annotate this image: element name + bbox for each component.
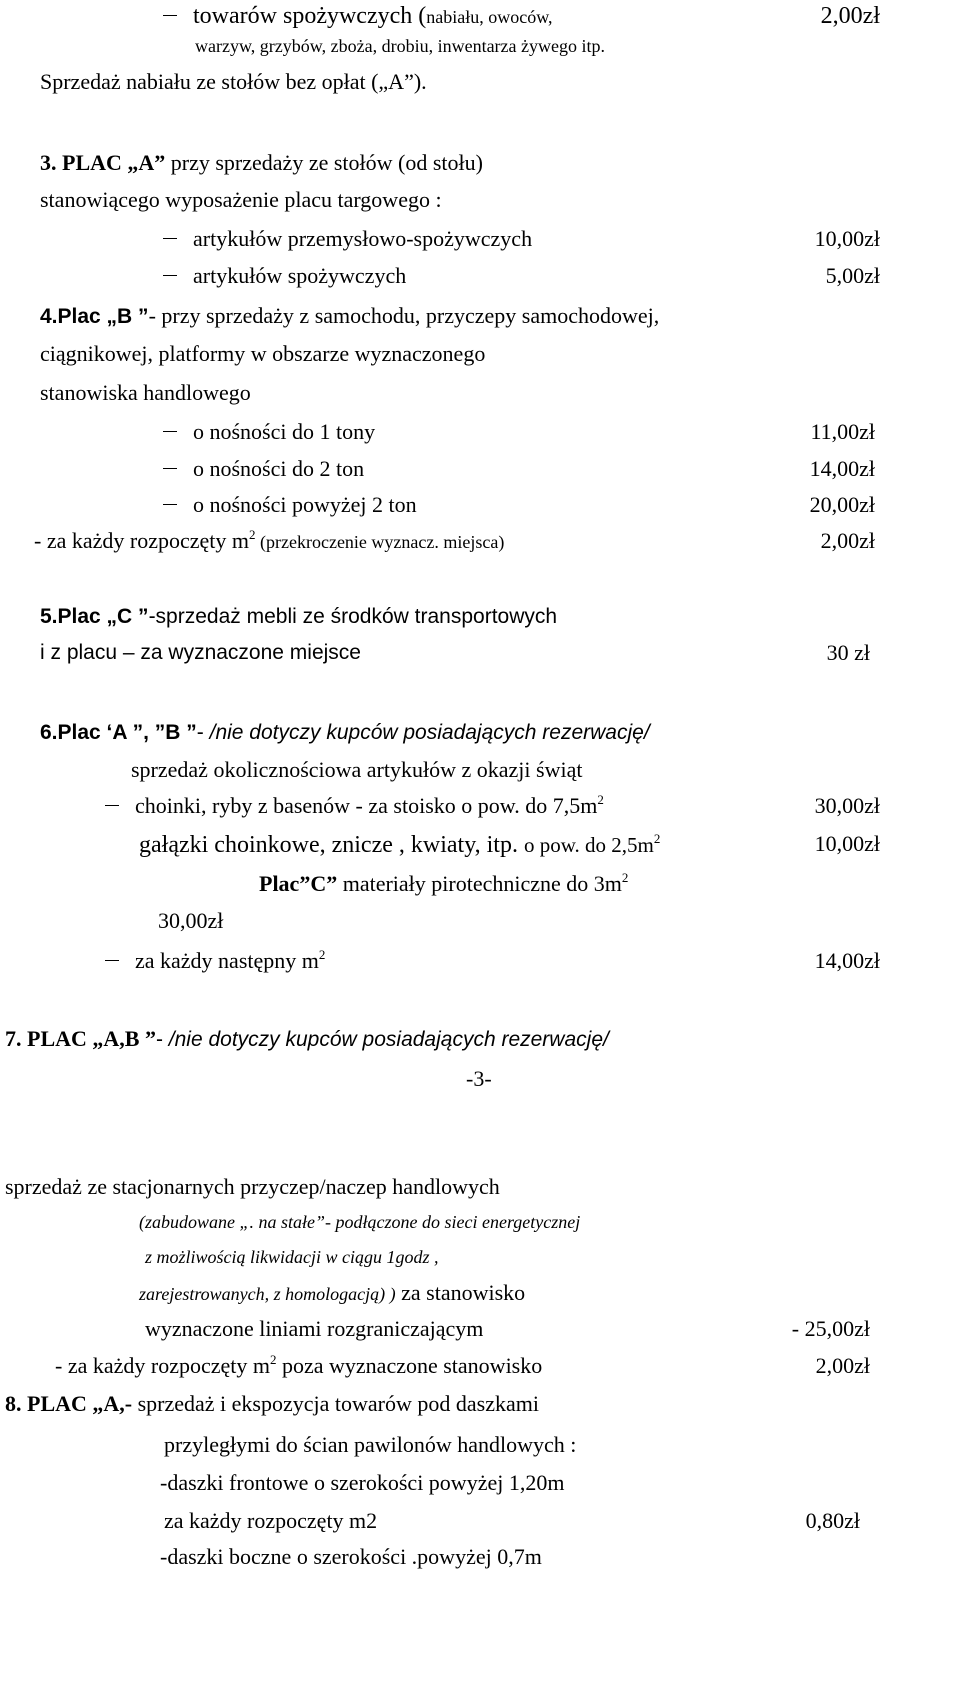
section6-line2: sprzedaż okolicznościowa artykułów z okazji świąt	[131, 757, 583, 782]
section3-item	[163, 265, 406, 287]
item-price: 2,00zł	[820, 528, 875, 553]
superscript: 2	[621, 870, 629, 885]
dairy-note: Sprzedaż nabiału ze stołów bez opłat („A”).	[40, 69, 427, 94]
plac-c-label: Plac”C”	[259, 871, 338, 896]
heading-note: /nie dotyczy kupców posiadających rezerwację/	[209, 721, 650, 744]
item-label: artykułów spożywczych	[193, 263, 407, 288]
item-price: 5,00zł	[825, 263, 880, 288]
item-label: o nośności do 2 ton	[193, 456, 365, 481]
item-price: 30,00zł	[814, 793, 880, 818]
item-label: choinki, ryby z basenów - za stoisko o pow. do 7,5m	[135, 793, 598, 818]
section6-next	[105, 947, 326, 973]
dash-bullet	[105, 805, 119, 806]
section3-number: 3. PLAC „A”	[40, 150, 166, 175]
item-price: 30,00zł	[158, 908, 224, 933]
section5-number: 5.Plac „C ”	[40, 605, 149, 628]
section3-title: przy sprzedaży ze stołów (od stołu)	[165, 150, 483, 175]
item-label: za każdy następny m	[135, 948, 319, 973]
item-price: - 25,00zł	[791, 1316, 870, 1341]
dash-bullet	[163, 431, 177, 432]
section7-extra	[55, 1352, 543, 1378]
superscript: 2	[597, 792, 604, 807]
item-price: 11,00zł	[810, 419, 875, 444]
section7-number: 7. PLAC „A,B ”	[5, 1026, 156, 1051]
dash-bullet	[105, 960, 119, 961]
trailer-note-3-tail: za stanowisko	[395, 1280, 526, 1305]
limit-line: wyznaczone liniami rozgraniczającym	[145, 1316, 484, 1341]
trailer-note-3-italic: zarejestrowanych, z homologacją) )	[139, 1284, 396, 1304]
section6-item	[139, 833, 660, 857]
section6-item	[105, 792, 604, 818]
item-label: gałązki choinkowe, znicze , kwiaty, itp.	[139, 832, 524, 858]
section5-line2: i z placu – za wyznaczone miejsce	[40, 641, 361, 664]
section4-title: - przy sprzedaży z samochodu, przyczepy samochodowej,	[148, 303, 660, 328]
item-label: o nośności do 1 tony	[193, 419, 376, 444]
section8-heading	[5, 1393, 539, 1415]
section8-line5: -daszki boczne o szerokości .powyżej 0,7m	[160, 1544, 542, 1569]
section4-line2: ciągnikowej, platformy w obszarze wyznaczonego	[40, 341, 486, 366]
item-price: 30 zł	[826, 640, 870, 665]
section8-line2: przyległymi do ścian pawilonów handlowych :	[164, 1432, 577, 1457]
section7-heading	[5, 1028, 609, 1050]
item-price: 0,80zł	[805, 1508, 860, 1533]
heading-dash: -	[155, 1028, 169, 1051]
extra-detail: (przekroczenie wyznacz. miejsca)	[255, 532, 505, 552]
item-price: 10,00zł	[814, 831, 880, 856]
dash-bullet	[163, 275, 177, 276]
item-label: artykułów przemysłowo-spożywczych	[193, 226, 533, 251]
page-number: -3-	[466, 1066, 492, 1091]
dash-bullet	[163, 504, 177, 505]
item-detail: o pow. do 2,5m	[523, 833, 654, 857]
section8-title: sprzedaż i ekspozycja towarów pod daszkami	[132, 1391, 539, 1416]
section3-item	[163, 228, 532, 250]
trailer-note-2: z możliwością likwidacji w ciągu 1godz ,	[145, 1247, 439, 1267]
dash-bullet	[163, 468, 177, 469]
item-detail-line2: warzyw, grzybów, zboża, drobiu, inwentarza żywego itp.	[195, 36, 606, 56]
extra-label: - za każdy rozpoczęty m	[55, 1353, 270, 1378]
section4-line3: stanowiska handlowego	[40, 380, 251, 405]
section4-number: 4.Plac „B ”	[40, 305, 149, 328]
section4-extra	[34, 527, 505, 553]
superscript: 2	[270, 1352, 277, 1367]
item-detail: nabiału, owoców,	[426, 7, 553, 27]
dash-bullet	[163, 238, 177, 239]
section4-heading	[40, 305, 659, 327]
trailer-note-3	[139, 1282, 525, 1304]
item-label: towarów spożywczych (	[193, 3, 427, 29]
section6-number: 6.Plac ‘A ”, ”B ”	[40, 721, 197, 744]
item-label: o nośności powyżej 2 ton	[193, 492, 417, 517]
plac-c-detail: materiały pirotechniczne do 3m	[337, 871, 622, 896]
section3-heading	[40, 152, 483, 174]
section5-heading	[40, 605, 557, 627]
section5-title: -sprzedaż mebli ze środków transportowych	[148, 605, 558, 628]
food-goods-item	[163, 4, 553, 28]
section3-line2: stanowiącego wyposażenie placu targowego :	[40, 187, 442, 212]
item-price: 2,00zł	[815, 1353, 870, 1378]
superscript: 2	[249, 527, 256, 542]
extra-label: - za każdy rozpoczęty m	[34, 528, 249, 553]
dash-bullet	[163, 15, 177, 16]
plac-c-line	[259, 870, 629, 896]
section8-line4: za każdy rozpoczęty m2	[164, 1508, 378, 1533]
section4-item	[163, 458, 364, 480]
heading-note: /nie dotyczy kupców posiadających rezerwację/	[168, 1028, 609, 1051]
heading-dash: -	[196, 721, 210, 744]
superscript: 2	[318, 947, 326, 962]
section6-heading	[40, 721, 650, 743]
section8-line3: -daszki frontowe o szerokości powyżej 1,20m	[160, 1470, 565, 1495]
trailer-note-1: (zabudowane „. na stałe”- podłączone do sieci energetycznej	[139, 1212, 581, 1232]
item-price: 14,00zł	[809, 456, 875, 481]
section4-item	[163, 421, 375, 443]
item-price: 10,00zł	[814, 226, 880, 251]
superscript: 2	[653, 831, 661, 846]
extra-detail: poza wyznaczone stanowisko	[276, 1353, 543, 1378]
section4-item	[163, 494, 417, 516]
item-price: 14,00zł	[814, 948, 880, 973]
section8-number: 8. PLAC „A,-	[5, 1391, 133, 1416]
section7-cont-line1: sprzedaż ze stacjonarnych przyczep/naczep handlowych	[5, 1174, 500, 1199]
item-price: 2,00zł	[820, 3, 880, 29]
item-price: 20,00zł	[809, 492, 875, 517]
